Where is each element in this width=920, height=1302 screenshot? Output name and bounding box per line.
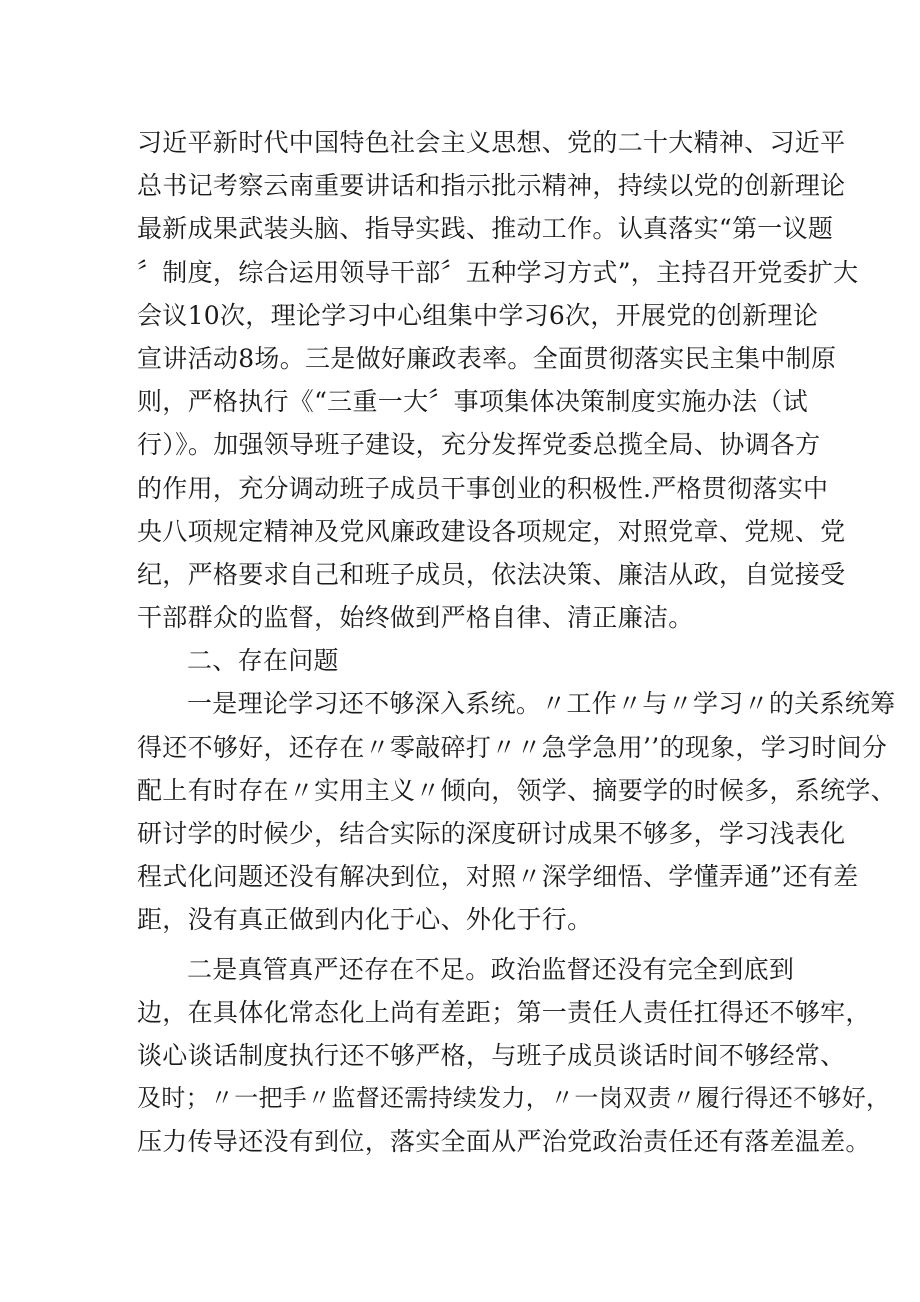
text-line: 〞制度，综合运用领导干部〞五种学习方式”，主持召开党委扩大	[137, 257, 859, 287]
text-line: 谈心谈话制度执行还不够严格，与班子成员谈话时间不够经常、	[137, 1040, 846, 1070]
text-line: 纪，严格要求自己和班子成员，依法决策、廉洁从政，自觉接受	[137, 559, 846, 589]
paragraph-continuation	[137, 121, 859, 639]
text-line: 习近平新时代中国特色社会主义思想、党的二十大精神、习近平	[137, 128, 846, 157]
text-line: 干部群众的监督，始终做到严格自律、清正廉洁。	[137, 603, 694, 633]
text-line: 配上有时存在〃实用主义〃倾向，领学、摘要学的时候多，系统学、	[137, 775, 897, 805]
text-line: 及时；〃一把手〃监督还需持续发力，〃一岗双责〃履行得还不够好，	[137, 1084, 891, 1113]
document-body	[137, 121, 897, 1164]
text-line: 边，在具体化常态化上尚有差距；第一责任人责任扛得还不够牢，	[137, 997, 871, 1027]
paragraph-supervision	[137, 948, 891, 1164]
section-heading: 二、存在问题	[187, 646, 339, 676]
text-line: 宣讲活动8场。三是做好廉政表率。全面贯彻落实民主集中制原	[137, 343, 837, 373]
text-line: 会议10次，理论学习中心组集中学习6次，开展党的创新理论	[137, 300, 819, 330]
text-line: 程式化问题还没有解决到位，对照〃深学细悟、学懂弄通”还有差	[137, 862, 859, 892]
text-line: 则，严格执行《“三重一大〞事项集体决策制度实施办法（试	[137, 387, 808, 417]
text-line: 研讨学的时候少，结合实际的深度研讨成果不够多，学习浅表化	[137, 819, 846, 848]
text-line: 央八项规定精神及党风廉政建设各项规定，对照党章、党规、党	[137, 516, 846, 546]
text-line: 一是理论学习还不够深入系统。〃工作〃与〃学习〃的关系统筹	[187, 689, 896, 719]
text-line: 距，没有真正做到内化于心、外化于行。	[137, 905, 593, 935]
text-line: 的作用，充分调动班子成员干事创业的积极性.严格贯彻落实中	[137, 473, 829, 503]
text-line: 行）》。加强领导班子建设，充分发挥党委总揽全局、协调各方	[137, 430, 821, 460]
text-line: 二是真管真严还存在不足。政治监督还没有完全到底到	[187, 954, 795, 984]
text-line: 最新成果武装头脑、指导实践、推动工作。认真落实“第一议题	[137, 214, 834, 244]
paragraph-theory-study	[137, 682, 897, 941]
text-line: 压力传导还没有到位，落实全面从严治党政治责任还有落差温差。	[137, 1127, 871, 1157]
text-line: 得还不够好，还存在〃零敲碎打〃〃急学急用’’的现象，学习时间分	[137, 732, 888, 762]
text-line: 总书记考察云南重要讲话和指示批示精神，持续以党的创新理论	[137, 171, 846, 201]
